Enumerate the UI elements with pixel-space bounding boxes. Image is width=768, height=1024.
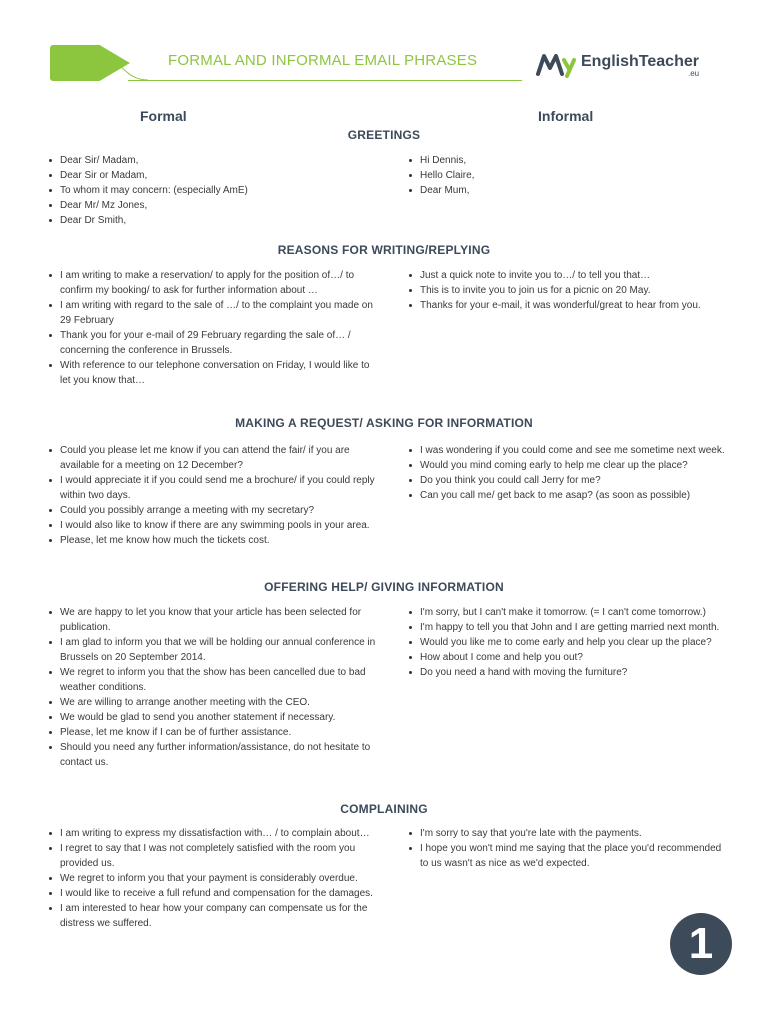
list-item: We are willing to arrange another meeting with the CEO. bbox=[48, 695, 378, 710]
list-item: Dear Sir/ Madam, bbox=[48, 153, 378, 168]
list-item: I hope you won't mind me saying that the place you'd recommended to us wasn't as nice as we'd expected. bbox=[408, 841, 730, 871]
list-item: To whom it may concern: (especially AmE) bbox=[48, 183, 378, 198]
list-item: Dear Mr/ Mz Jones, bbox=[48, 198, 378, 213]
list-item: I am writing to express my dissatisfaction with… / to complain about… bbox=[48, 826, 378, 841]
list-item: We would be glad to send you another statement if necessary. bbox=[48, 710, 378, 725]
list-item: I am writing with regard to the sale of …/ to the complaint you made on 29 February bbox=[48, 298, 378, 328]
list-item: Dear Sir or Madam, bbox=[48, 168, 378, 183]
section-title-offering-help: OFFERING HELP/ GIVING INFORMATION bbox=[264, 580, 504, 594]
list-item: Hi Dennis, bbox=[408, 153, 730, 168]
header-curve-decoration bbox=[108, 58, 150, 82]
list-item: I'm sorry to say that you're late with the payments. bbox=[408, 826, 730, 841]
page-number-badge: 1 bbox=[670, 913, 732, 975]
list-item: Do you think you could call Jerry for me? bbox=[408, 473, 730, 488]
section-title-reasons: REASONS FOR WRITING/REPLYING bbox=[277, 243, 491, 257]
list-item: Please, let me know if I can be of further assistance. bbox=[48, 725, 378, 740]
logo-wordmark: EnglishTeacher bbox=[581, 53, 699, 70]
document-title: FORMAL AND INFORMAL EMAIL PHRASES bbox=[168, 52, 478, 69]
list-item: Please, let me know how much the tickets cost. bbox=[48, 533, 378, 548]
section-title-complaining: COMPLAINING bbox=[340, 802, 428, 816]
section-title-greetings: GREETINGS bbox=[347, 128, 421, 142]
list-item: I am interested to hear how your company can compensate us for the distress we suffered. bbox=[48, 901, 378, 931]
offering-informal-list bbox=[408, 605, 730, 680]
list-item: I regret to say that I was not completely satisfied with the room you provided us. bbox=[48, 841, 378, 871]
formal-column-heading: Formal bbox=[140, 108, 187, 124]
offering-formal-list bbox=[48, 605, 378, 770]
list-item: Do you need a hand with moving the furniture? bbox=[408, 665, 730, 680]
list-item: This is to invite you to join us for a picnic on 20 May. bbox=[408, 283, 730, 298]
logo-my-mark bbox=[536, 52, 580, 78]
list-item: Can you call me/ get back to me asap? (as soon as possible) bbox=[408, 488, 730, 503]
list-item: I would like to receive a full refund and compensation for the damages. bbox=[48, 886, 378, 901]
list-item: How about I come and help you out? bbox=[408, 650, 730, 665]
list-item: Would you like me to come early and help you clear up the place? bbox=[408, 635, 730, 650]
greetings-informal-list bbox=[408, 153, 730, 198]
list-item: I would also like to know if there are any swimming pools in your area. bbox=[48, 518, 378, 533]
list-item: Dear Dr Smith, bbox=[48, 213, 378, 228]
list-item: We are happy to let you know that your article has been selected for publication. bbox=[48, 605, 378, 635]
list-item: We regret to inform you that the show has been cancelled due to bad weather conditions. bbox=[48, 665, 378, 695]
list-item: I would appreciate it if you could send me a brochure/ if you could reply within two days. bbox=[48, 473, 378, 503]
list-item: Just a quick note to invite you to…/ to tell you that… bbox=[408, 268, 730, 283]
list-item: I'm happy to tell you that John and I are getting married next month. bbox=[408, 620, 730, 635]
list-item: I was wondering if you could come and see me sometime next week. bbox=[408, 443, 730, 458]
complaining-informal-list bbox=[408, 826, 730, 871]
list-item: Could you possibly arrange a meeting with my secretary? bbox=[48, 503, 378, 518]
section-title-request: MAKING A REQUEST/ ASKING FOR INFORMATION bbox=[235, 416, 533, 430]
list-item: Hello Claire, bbox=[408, 168, 730, 183]
list-item: I am writing to make a reservation/ to apply for the position of…/ to confirm my booking/ to ask for further information about … bbox=[48, 268, 378, 298]
list-item: I am glad to inform you that we will be holding our annual conference in Brussels on 20 September 2014. bbox=[48, 635, 378, 665]
brand-logo bbox=[536, 52, 699, 78]
list-item: Would you mind coming early to help me clear up the place? bbox=[408, 458, 730, 473]
list-item: I'm sorry, but I can't make it tomorrow. (= I can't come tomorrow.) bbox=[408, 605, 730, 620]
complaining-formal-list bbox=[48, 826, 378, 931]
list-item: Thank you for your e-mail of 29 February regarding the sale of… / concerning the conference in Brussels. bbox=[48, 328, 378, 358]
greetings-formal-list bbox=[48, 153, 378, 228]
list-item: With reference to our telephone conversation on Friday, I would like to let you know that… bbox=[48, 358, 378, 388]
informal-column-heading: Informal bbox=[538, 108, 594, 124]
list-item: Should you need any further information/assistance, do not hesitate to contact us. bbox=[48, 740, 378, 770]
logo-domain-suffix: .eu bbox=[688, 69, 700, 78]
list-item: Dear Mum, bbox=[408, 183, 730, 198]
reasons-informal-list bbox=[408, 268, 730, 313]
header-rule bbox=[128, 80, 522, 81]
request-informal-list bbox=[408, 443, 730, 503]
list-item: We regret to inform you that your payment is considerably overdue. bbox=[48, 871, 378, 886]
request-formal-list bbox=[48, 443, 378, 548]
list-item: Thanks for your e-mail, it was wonderful/great to hear from you. bbox=[408, 298, 730, 313]
list-item: Could you please let me know if you can attend the fair/ if you are available for a meeting on 12 December? bbox=[48, 443, 378, 473]
reasons-formal-list bbox=[48, 268, 378, 388]
